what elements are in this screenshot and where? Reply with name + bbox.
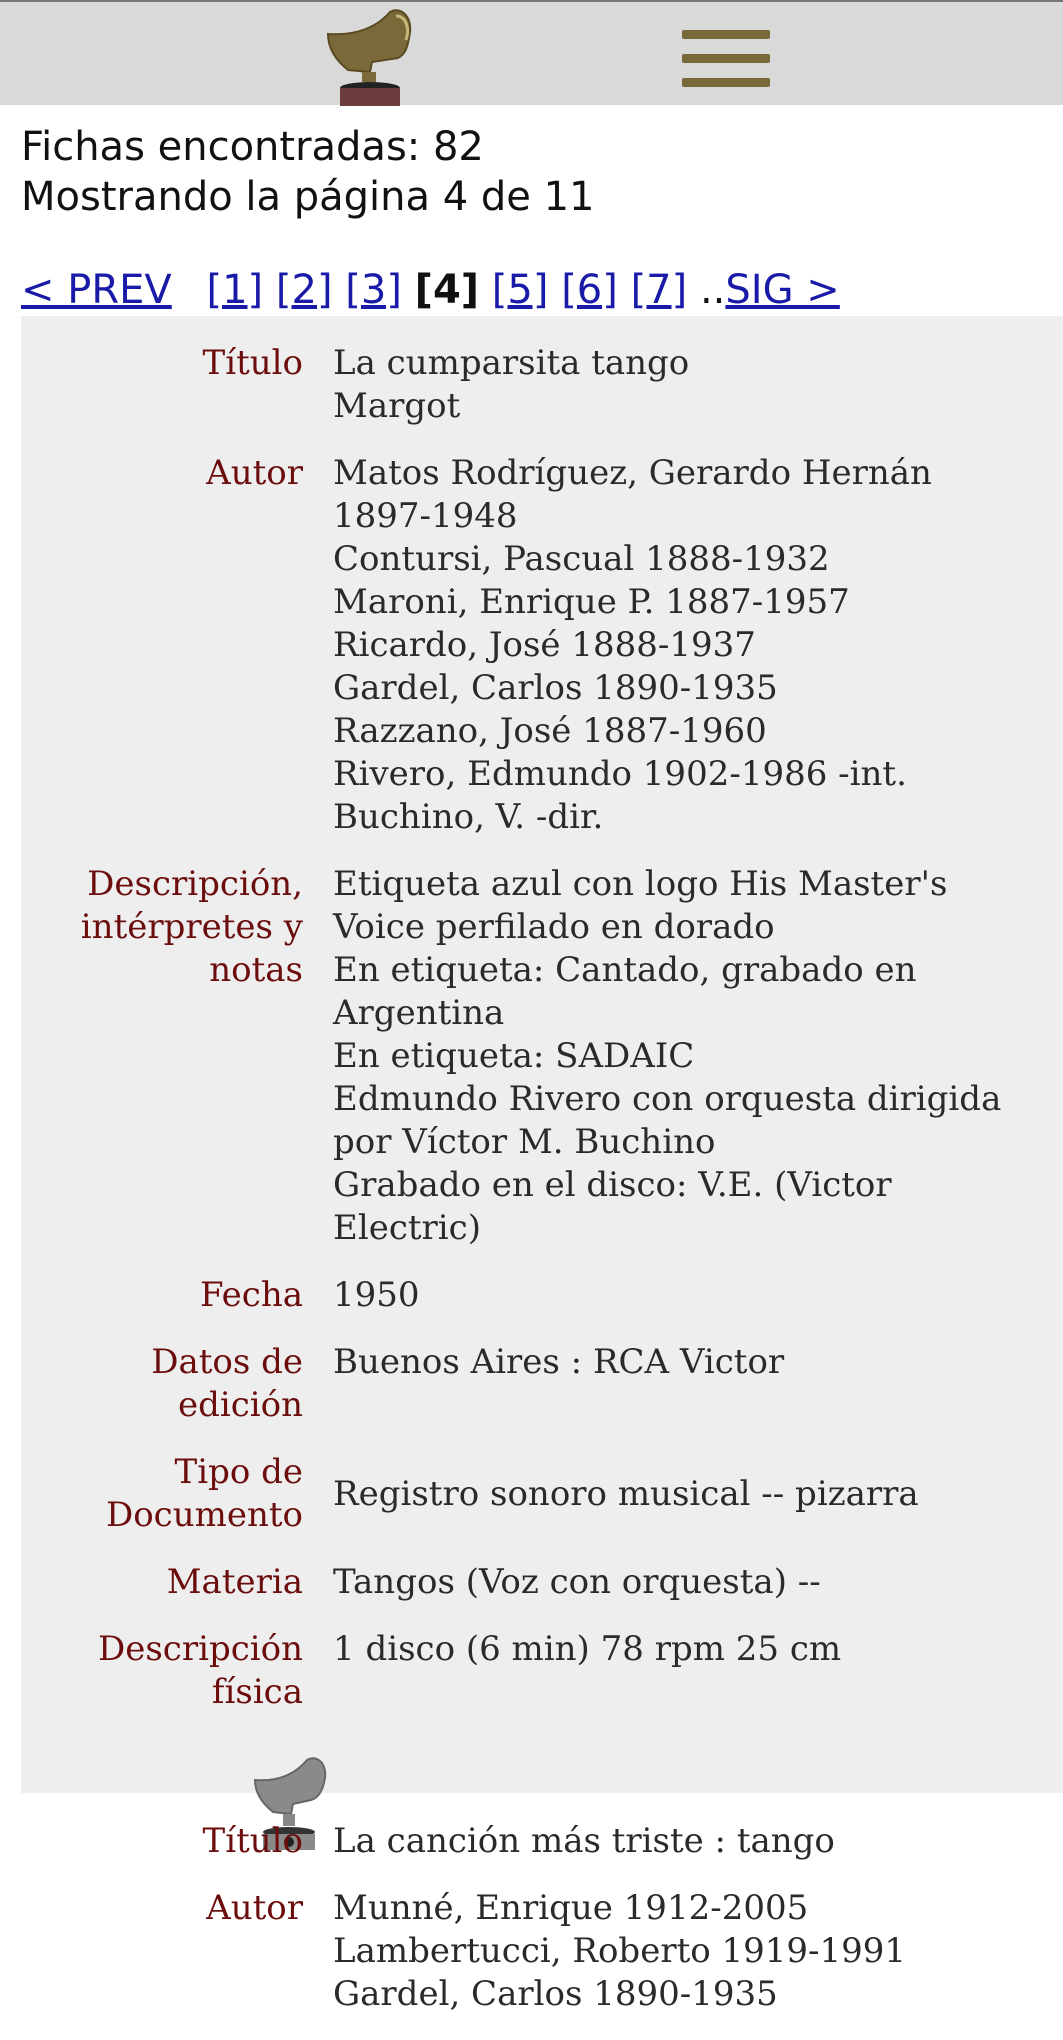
note-line: En etiqueta: Cantado, grabado en Argentina bbox=[333, 950, 917, 1033]
page-link-3[interactable]: [3] bbox=[345, 267, 402, 313]
field-titulo bbox=[21, 342, 1063, 428]
field-value bbox=[333, 452, 1063, 839]
author-line: Gardel, Carlos 1890-1935 bbox=[333, 1974, 778, 2014]
author-line: Munné, Enrique 1912-2005 bbox=[333, 1888, 809, 1928]
field-autor bbox=[21, 1887, 1063, 2016]
field-label: Título bbox=[202, 343, 303, 383]
field-value: Buenos Aires : RCA Victor bbox=[333, 1342, 785, 1382]
menu-bar-3 bbox=[682, 78, 770, 87]
page-link-2[interactable]: [2] bbox=[275, 267, 333, 313]
note-line: Edmundo Rivero con orquesta dirigida por Víctor M. Buchino bbox=[333, 1079, 1002, 1162]
page-link-7[interactable]: [7] bbox=[630, 267, 688, 313]
author-line: Contursi, Pascual 1888-1932 bbox=[333, 539, 830, 579]
note-line: En etiqueta: SADAIC bbox=[333, 1036, 695, 1076]
author-line: Maroni, Enrique P. 1887-1957 bbox=[333, 582, 850, 622]
author-line: Rivero, Edmundo 1902-1986 -int. bbox=[333, 754, 907, 794]
pager-ellipsis: .. bbox=[699, 267, 726, 313]
note-line: Etiqueta azul con logo His Master's Voice perfilado en dorado bbox=[333, 864, 948, 947]
record-card bbox=[21, 316, 1063, 1793]
menu-bar-1 bbox=[682, 30, 770, 39]
field-fecha bbox=[21, 1274, 1063, 1317]
title-line: La cumparsita tango bbox=[333, 343, 690, 383]
field-label: Datos de edición bbox=[151, 1342, 303, 1425]
page-link-6[interactable]: [6] bbox=[561, 267, 618, 313]
field-label: Materia bbox=[166, 1562, 303, 1602]
field-autor bbox=[21, 452, 1063, 839]
top-bar bbox=[0, 0, 1063, 105]
field-value: Tangos (Voz con orquesta) -- bbox=[333, 1562, 821, 1602]
field-label: Título bbox=[202, 1821, 303, 1861]
field-label: Fecha bbox=[199, 1275, 303, 1315]
author-line: Buchino, V. -dir. bbox=[333, 797, 604, 837]
record-card bbox=[21, 1816, 1063, 2040]
prev-page-link[interactable]: < PREV bbox=[21, 267, 172, 313]
field-value bbox=[333, 342, 1063, 428]
hamburger-menu-icon[interactable] bbox=[682, 30, 770, 96]
pagination bbox=[21, 262, 840, 318]
field-label: Descripción, intérpretes y notas bbox=[80, 864, 303, 990]
field-value: Registro sonoro musical -- pizarra bbox=[333, 1473, 919, 1514]
field-value bbox=[333, 1887, 1063, 2016]
author-line: Ricardo, José 1888-1937 bbox=[333, 625, 756, 665]
field-value bbox=[333, 1820, 1063, 1863]
menu-bar-2 bbox=[682, 54, 770, 63]
records-found: Fichas encontradas: 82 bbox=[21, 124, 484, 170]
field-label: Descripción física bbox=[97, 1629, 303, 1712]
field-value: 1950 bbox=[333, 1275, 420, 1315]
field-label: Autor bbox=[206, 453, 303, 493]
author-line: Razzano, José 1887-1960 bbox=[333, 711, 767, 751]
results-summary bbox=[21, 122, 595, 222]
title-line: Margot bbox=[333, 386, 461, 426]
field-materia bbox=[21, 1561, 1063, 1604]
note-line: Grabado en el disco: V.E. (Victor Electric) bbox=[333, 1165, 892, 1248]
page-link-1[interactable]: [1] bbox=[206, 267, 264, 313]
field-edicion bbox=[21, 1341, 1063, 1427]
title-line: La canción más triste : tango bbox=[333, 1821, 835, 1861]
author-line: Gardel, Carlos 1890-1935 bbox=[333, 668, 778, 708]
page-indicator: Mostrando la página 4 de 11 bbox=[21, 174, 595, 220]
field-label: Autor bbox=[206, 1888, 303, 1928]
field-fisica bbox=[21, 1628, 1063, 1714]
field-label: Tipo de Documento bbox=[105, 1452, 303, 1535]
author-line: Lambertucci, Roberto 1919-1991 bbox=[333, 1931, 907, 1971]
current-page: [4] bbox=[414, 267, 480, 313]
author-line: Matos Rodríguez, Gerardo Hernán 1897-1948 bbox=[333, 453, 932, 536]
field-tipo bbox=[21, 1451, 1063, 1537]
next-page-link[interactable]: SIG > bbox=[725, 267, 840, 313]
page-link-5[interactable]: [5] bbox=[491, 267, 549, 313]
field-value bbox=[333, 863, 1063, 1250]
field-titulo bbox=[21, 1820, 1063, 1863]
field-descripcion bbox=[21, 863, 1063, 1250]
field-value: 1 disco (6 min) 78 rpm 25 cm bbox=[333, 1629, 842, 1669]
gramophone-icon[interactable] bbox=[318, 6, 418, 106]
